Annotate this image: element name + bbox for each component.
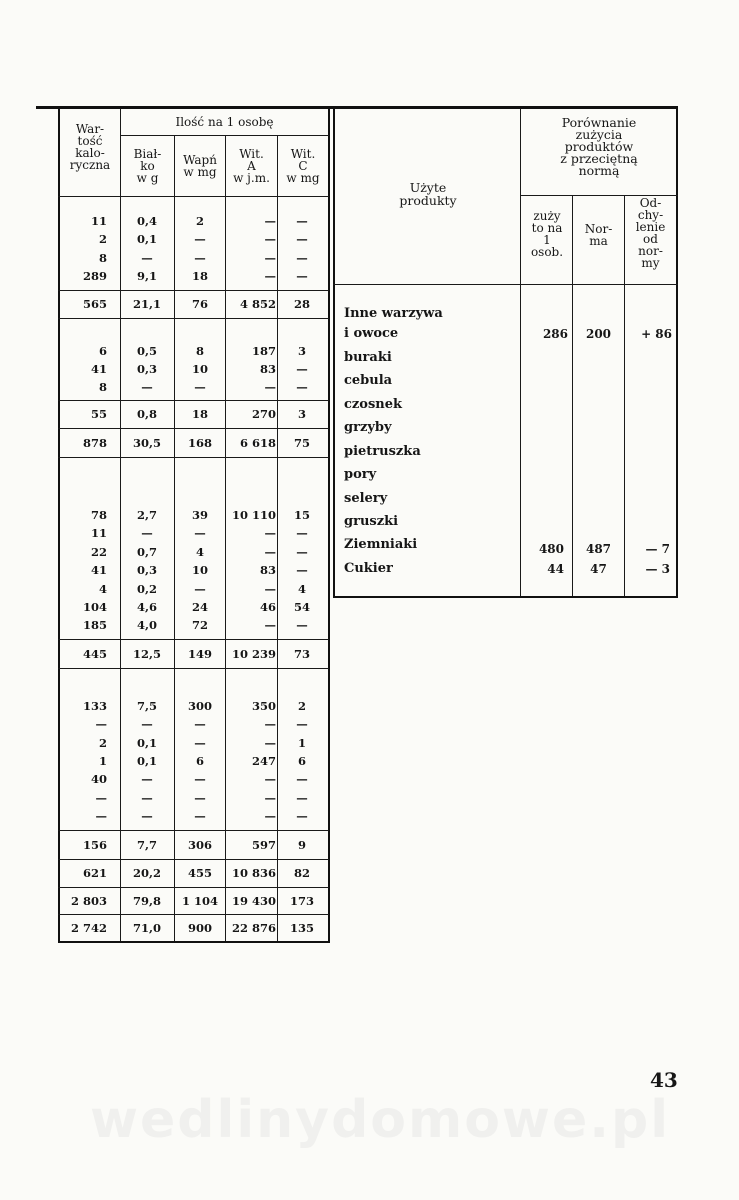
cell-wartosc: 55 — [90, 407, 107, 421]
row-rule — [58, 318, 329, 319]
cell-wit-c: 4 — [297, 582, 306, 596]
left-table-bottom-rule — [58, 941, 330, 943]
right-table-bottom-rule — [333, 596, 678, 598]
cell-wit-a: 350 — [251, 699, 276, 713]
cell-bialko: 20,2 — [132, 866, 161, 880]
cell-wapn: 8 — [195, 344, 204, 358]
row-rule — [58, 290, 329, 291]
cell-wit-a: — — [264, 214, 276, 228]
right-table-border-right — [676, 108, 678, 598]
cell-wapn: 1 104 — [181, 894, 218, 908]
product-name: Cukier — [344, 561, 393, 576]
cell-wapn: — — [194, 736, 206, 750]
cell-wartosc: 2 803 — [70, 894, 107, 908]
cell-wit-c: 1 — [297, 736, 306, 750]
cell-wit-a: 83 — [259, 362, 276, 376]
product-name: Ziemniaki — [344, 537, 418, 552]
cell-wapn: 149 — [187, 647, 212, 661]
header-wapn: Wapń w mg — [183, 153, 217, 179]
cell-wit-a: 247 — [251, 754, 276, 768]
cell-wapn: 76 — [191, 297, 208, 311]
cell-wit-c: 73 — [293, 647, 310, 661]
product-name: pietruszka — [344, 444, 421, 459]
cell-wartosc: — — [95, 809, 107, 823]
cell-bialko: 0,1 — [136, 736, 157, 750]
cell-wit-c: 54 — [293, 600, 310, 614]
header-wartosc: War- tość kalo- ryczna — [69, 122, 111, 172]
cell-wartosc: 2 742 — [70, 921, 107, 935]
cell-wartosc: 1 — [98, 754, 107, 768]
col-divider — [120, 108, 121, 943]
cell-bialko: 0,3 — [136, 362, 157, 376]
cell-wit-a: — — [264, 545, 276, 559]
product-name: cebula — [344, 373, 393, 388]
cell-wartosc: 156 — [82, 838, 107, 852]
cell-wartosc: 41 — [90, 362, 107, 376]
cell-wit-a: 270 — [251, 407, 276, 421]
header-bottom-rule — [58, 196, 329, 197]
cell-wit-a: — — [264, 582, 276, 596]
header-wit-c: Wit. C w mg — [286, 147, 320, 185]
cell-wit-c: 15 — [293, 508, 310, 522]
cell-wit-c: — — [296, 251, 308, 265]
left-table-border-left — [58, 108, 60, 943]
cell-bialko: 7,7 — [136, 838, 157, 852]
row-rule — [58, 639, 329, 640]
product-name: pory — [344, 467, 377, 482]
cell-bialko: 79,8 — [132, 894, 161, 908]
cell-wit-a: — — [264, 269, 276, 283]
cell-wapn: 300 — [187, 699, 212, 713]
cell-wit-c: — — [296, 545, 308, 559]
cell-wapn: — — [194, 772, 206, 786]
cell-bialko: 0,8 — [136, 407, 157, 421]
cell-wapn: 900 — [187, 921, 212, 935]
cell-wit-c: 3 — [297, 344, 306, 358]
cell-wit-a: 6 618 — [239, 436, 276, 450]
cell-wartosc: — — [95, 791, 107, 805]
cell-wit-c: 9 — [297, 838, 306, 852]
cell-wapn: 306 — [187, 838, 212, 852]
cell-wit-a: — — [264, 791, 276, 805]
header-zuzyto: zuży to na 1 osob. — [530, 209, 564, 259]
cell-wit-c: — — [296, 717, 308, 731]
cell-wartosc: 621 — [82, 866, 107, 880]
cell-norma: 487 — [585, 542, 612, 556]
cell-wapn: — — [194, 251, 206, 265]
cell-wartosc: 878 — [82, 436, 107, 450]
cell-odchylenie: — 3 — [645, 562, 670, 576]
cell-wapn: — — [194, 232, 206, 246]
cell-bialko: — — [141, 791, 153, 805]
cell-bialko: — — [141, 251, 153, 265]
page-number: 43 — [650, 1068, 678, 1092]
header-norma: Nor- ma — [584, 222, 613, 248]
cell-wapn: 6 — [195, 754, 204, 768]
product-name: gruszki — [344, 514, 399, 529]
header-group-ilosc: Ilość na 1 osobę — [175, 115, 274, 129]
cell-wartosc: 11 — [90, 526, 107, 540]
row-rule — [58, 859, 329, 860]
cell-wit-a: 187 — [251, 344, 276, 358]
cell-wit-a: 46 — [259, 600, 276, 614]
cell-wit-a: — — [264, 717, 276, 731]
cell-bialko: 4,6 — [136, 600, 157, 614]
cell-wartosc: 8 — [98, 380, 107, 394]
cell-wit-c: — — [296, 618, 308, 632]
cell-bialko: 0,5 — [136, 344, 157, 358]
cell-bialko: 0,7 — [136, 545, 157, 559]
cell-wit-c: 3 — [297, 407, 306, 421]
cell-wit-a: — — [264, 526, 276, 540]
cell-wit-a: — — [264, 380, 276, 394]
cell-wapn: 18 — [191, 407, 208, 421]
cell-wartosc: 4 — [98, 582, 107, 596]
cell-bialko: — — [141, 380, 153, 394]
cell-wartosc: 40 — [90, 772, 107, 786]
cell-wit-c: 28 — [293, 297, 310, 311]
cell-wapn: — — [194, 526, 206, 540]
cell-odchylenie: — 7 — [645, 542, 670, 556]
cell-wit-a: — — [264, 809, 276, 823]
header-bottom-rule — [333, 284, 678, 285]
cell-wartosc: 41 — [90, 563, 107, 577]
cell-wit-c: — — [296, 214, 308, 228]
cell-wapn: 18 — [191, 269, 208, 283]
cell-bialko: — — [141, 809, 153, 823]
cell-wit-c: 173 — [289, 894, 314, 908]
cell-wit-a: 83 — [259, 563, 276, 577]
cell-wapn: — — [194, 717, 206, 731]
cell-wartosc: 185 — [82, 618, 107, 632]
cell-wapn: 168 — [187, 436, 212, 450]
cell-wit-c: — — [296, 563, 308, 577]
row-rule — [58, 914, 329, 915]
cell-wartosc: — — [95, 717, 107, 731]
cell-wit-a: 10 110 — [231, 508, 276, 522]
cell-wapn: — — [194, 809, 206, 823]
cell-wartosc: 2 — [98, 232, 107, 246]
cell-wit-c: 6 — [297, 754, 306, 768]
cell-wit-c: — — [296, 772, 308, 786]
cell-wit-a: 10 239 — [231, 647, 276, 661]
cell-zuzyto: 480 — [538, 542, 564, 556]
cell-wit-a: 597 — [251, 838, 276, 852]
product-name: czosnek — [344, 397, 403, 412]
cell-wapn: 10 — [191, 362, 208, 376]
cell-wit-c: — — [296, 232, 308, 246]
cell-wit-a: — — [264, 736, 276, 750]
product-name: grzyby — [344, 420, 392, 435]
cell-norma: 200 — [585, 327, 612, 341]
cell-wartosc: 133 — [82, 699, 107, 713]
cell-bialko: 2,7 — [136, 508, 157, 522]
cell-wit-a: 19 430 — [231, 894, 276, 908]
cell-bialko: 12,5 — [132, 647, 161, 661]
row-rule — [58, 400, 329, 401]
cell-wartosc: 22 — [90, 545, 107, 559]
cell-bialko: — — [141, 717, 153, 731]
header-group-porownanie: Porównanie zużycia produktów z przeciętną normą — [560, 115, 638, 178]
cell-wapn: 10 — [191, 563, 208, 577]
top-rule — [36, 106, 678, 109]
cell-bialko: 30,5 — [132, 436, 161, 450]
cell-wartosc: 8 — [98, 251, 107, 265]
cell-wapn: — — [194, 791, 206, 805]
cell-zuzyto: 44 — [547, 562, 564, 576]
cell-wit-c: — — [296, 362, 308, 376]
cell-wartosc: 289 — [82, 269, 107, 283]
cell-bialko: 0,1 — [136, 754, 157, 768]
cell-wit-c: — — [296, 791, 308, 805]
header-bialko: Biał- ko w g — [133, 147, 162, 185]
cell-bialko: 7,5 — [136, 699, 157, 713]
col-divider — [520, 108, 521, 597]
product-name: Inne warzywa — [344, 306, 443, 321]
cell-wartosc: 104 — [82, 600, 107, 614]
cell-zuzyto: 286 — [542, 327, 568, 341]
cell-bialko: 71,0 — [132, 921, 161, 935]
cell-wit-a: — — [264, 251, 276, 265]
product-name: selery — [344, 491, 388, 506]
row-rule — [58, 428, 329, 429]
cell-wartosc: 11 — [90, 214, 107, 228]
cell-odchylenie: + 86 — [641, 327, 672, 341]
row-rule — [58, 668, 329, 669]
header-odchylenie: Od- chy- lenie od nor- my — [635, 196, 666, 270]
left-table-border-right — [328, 108, 330, 943]
header-produkty: Użyte produkty — [399, 180, 457, 208]
cell-wit-a: — — [264, 618, 276, 632]
cell-wit-a: — — [264, 772, 276, 786]
cell-wit-c: 82 — [293, 866, 310, 880]
cell-wit-a: 22 876 — [231, 921, 276, 935]
cell-wit-c: 135 — [289, 921, 314, 935]
cell-bialko: — — [141, 526, 153, 540]
cell-wit-c: 2 — [297, 699, 306, 713]
cell-wapn: 2 — [195, 214, 204, 228]
cell-wit-c: 75 — [293, 436, 310, 450]
row-rule — [58, 457, 329, 458]
cell-bialko: 0,3 — [136, 563, 157, 577]
cell-wapn: 24 — [191, 600, 208, 614]
cell-wartosc: 78 — [90, 508, 107, 522]
cell-wapn: — — [194, 582, 206, 596]
cell-bialko: 0,4 — [136, 214, 157, 228]
cell-wit-a: 4 852 — [239, 297, 276, 311]
cell-bialko: — — [141, 772, 153, 786]
cell-wit-c: — — [296, 809, 308, 823]
cell-wit-c: — — [296, 526, 308, 540]
cell-bialko: 4,0 — [136, 618, 157, 632]
cell-bialko: 0,1 — [136, 232, 157, 246]
cell-bialko: 9,1 — [136, 269, 157, 283]
cell-wit-a: — — [264, 232, 276, 246]
cell-bialko: 0,2 — [136, 582, 157, 596]
cell-wartosc: 565 — [82, 297, 107, 311]
cell-norma: 47 — [590, 562, 607, 576]
cell-wit-c: — — [296, 269, 308, 283]
row-rule — [58, 830, 329, 831]
header-rule — [120, 135, 329, 136]
cell-bialko: 21,1 — [132, 297, 161, 311]
cell-wit-a: 10 836 — [231, 866, 276, 880]
cell-wapn: 455 — [187, 866, 212, 880]
product-name: buraki — [344, 350, 392, 365]
cell-wapn: 4 — [195, 545, 204, 559]
cell-wartosc: 445 — [82, 647, 107, 661]
cell-wit-c: — — [296, 380, 308, 394]
cell-wapn: 72 — [191, 618, 208, 632]
watermark: wedlinydomowe.pl — [89, 1090, 671, 1150]
product-name: i owoce — [344, 326, 399, 341]
row-rule — [58, 887, 329, 888]
cell-wapn: 39 — [191, 508, 208, 522]
header-wit-a: Wit. A w j.m. — [233, 147, 270, 185]
cell-wartosc: 2 — [98, 736, 107, 750]
cell-wapn: — — [194, 380, 206, 394]
cell-wartosc: 6 — [98, 344, 107, 358]
